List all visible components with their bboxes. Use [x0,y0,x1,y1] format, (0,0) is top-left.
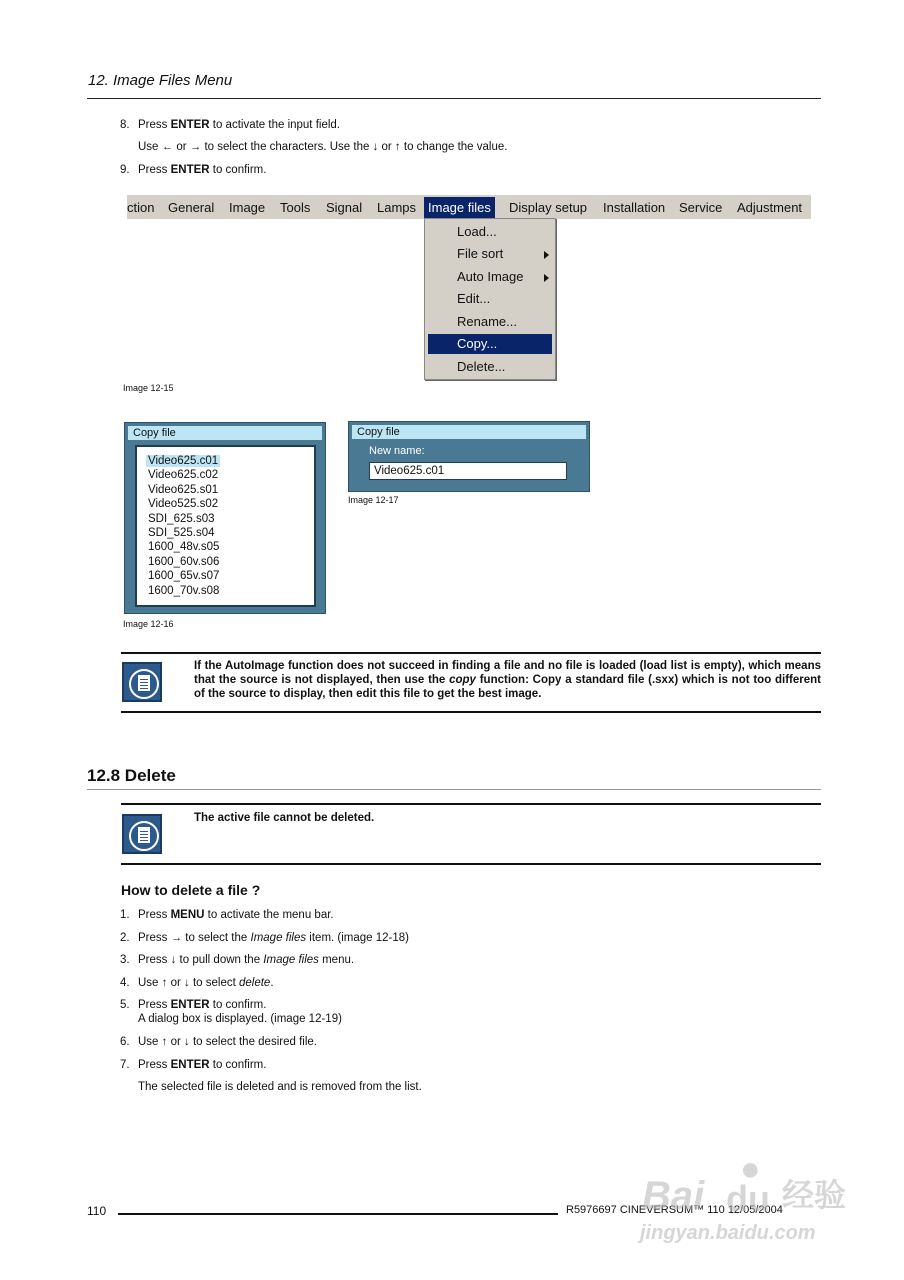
file-list-item[interactable]: SDI_525.s04 [148,527,215,539]
copy-file-name-dialog [348,421,590,492]
copy-file-list-dialog [124,422,326,614]
dialog-title: Copy file [352,425,586,439]
submenu-arrow-icon [544,274,549,282]
menu-item-ction[interactable]: ction [127,200,155,215]
new-name-input[interactable]: Video625.c01 [369,462,567,480]
file-list-item[interactable]: Video525.s02 [148,498,219,510]
menu-item-adjustment[interactable]: Adjustment [737,200,803,215]
note-icon [122,814,162,854]
menu-item-service[interactable]: Service [679,200,723,215]
caption-image-12-15: Image 12-15 [123,383,174,393]
baidu-watermark: Bai ● du 经验 jingyan.baidu.com [640,1150,847,1244]
file-list-item[interactable]: Video625.c02 [148,469,219,481]
page-number: 110 [87,1204,107,1218]
note-rule-bottom [121,711,821,713]
delete-step-2: 2. Press → to select the Image files item. (image 12-18) [120,932,410,944]
delete-step-4: 4. Use ↑ or ↓ to select delete. [120,977,274,989]
file-list-item[interactable]: Video625.c01 [148,455,219,467]
dialog-title: Copy file [128,426,322,440]
dropdown-item-file-sort[interactable]: File sort [457,246,504,261]
menu-item-tools[interactable]: Tools [280,200,311,215]
dropdown-item-load[interactable]: Load... [457,224,497,239]
caption-image-12-17: Image 12-17 [348,495,399,505]
delete-step-6: 6. Use ↑ or ↓ to select the desired file. [120,1036,317,1048]
caption-image-12-16: Image 12-16 [123,619,174,629]
menu-item-image[interactable]: Image [229,200,266,215]
header-rule [87,98,821,99]
note-rule-bottom [121,863,821,865]
delete-step-3: 3. Press ↓ to pull down the Image files menu. [120,954,355,966]
dropdown-item-delete[interactable]: Delete... [457,359,506,374]
menu-bar [127,195,811,219]
file-list-item[interactable]: 1600_65v.s07 [148,570,220,582]
file-list-item[interactable]: Video625.s01 [148,484,219,496]
submenu-arrow-icon [544,251,549,259]
note-icon [122,662,162,702]
delete-step-1: 1. Press MENU to activate the menu bar. [120,909,334,921]
dropdown-item-rename[interactable]: Rename... [457,314,517,329]
file-listbox[interactable] [135,445,316,607]
file-list-item[interactable]: 1600_70v.s08 [148,585,220,597]
menu-item-image-files[interactable]: Image files [424,197,495,218]
image-files-dropdown [424,218,556,380]
dropdown-item-copy[interactable]: Copy... [457,336,498,351]
menu-item-lamps[interactable]: Lamps [377,200,417,215]
menu-item-installation[interactable]: Installation [603,200,666,215]
menu-item-signal[interactable]: Signal [326,200,363,215]
steps-result: The selected file is deleted and is removed from the list. [138,1081,422,1093]
file-list-item[interactable]: 1600_48v.s05 [148,541,220,553]
paw-icon: ● [740,1150,761,1188]
menu-item-display-setup[interactable]: Display setup [509,200,588,215]
menu-item-general[interactable]: General [168,200,215,215]
section-rule [87,789,821,790]
note-active-file: The active file cannot be deleted. [194,812,375,824]
dropdown-item-edit[interactable]: Edit... [457,291,491,306]
note-autoimage: If the AutoImage function does not succeed in finding a file and no file is loaded (load list is empty), which means that the source is not displayed, then use the copy function: Copy a standard file (.sxx) which is not too different of the source to display, then edit this file to get the best image. [194,660,821,700]
file-list-item[interactable]: SDI_625.s03 [148,513,215,525]
note-rule-top [121,803,821,805]
delete-step-5: 5. Press ENTER to confirm. A dialog box is displayed. (image 12-19) [120,999,342,1025]
step-9: 9. Press ENTER to confirm. [120,164,267,176]
step-8: 8. Press ENTER to activate the input field. [120,119,340,131]
footer-rule [118,1213,558,1215]
delete-step-7: 7. Press ENTER to confirm. [120,1059,267,1071]
dropdown-item-auto-image[interactable]: Auto Image [457,269,524,284]
note-rule-top [121,652,821,654]
document-reference: R5976697 CINEVERSUM™ 110 12/05/2004 [566,1204,783,1216]
step-8-detail: Use ← or → to select the characters. Use the ↓ or ↑ to change the value. [138,141,508,153]
chapter-title: 12. Image Files Menu [88,72,233,89]
file-list-item[interactable]: 1600_60v.s06 [148,556,220,568]
new-name-label: New name: [369,445,425,457]
subsection-heading: How to delete a file ? [121,882,261,898]
section-heading: 12.8 Delete [87,766,176,785]
